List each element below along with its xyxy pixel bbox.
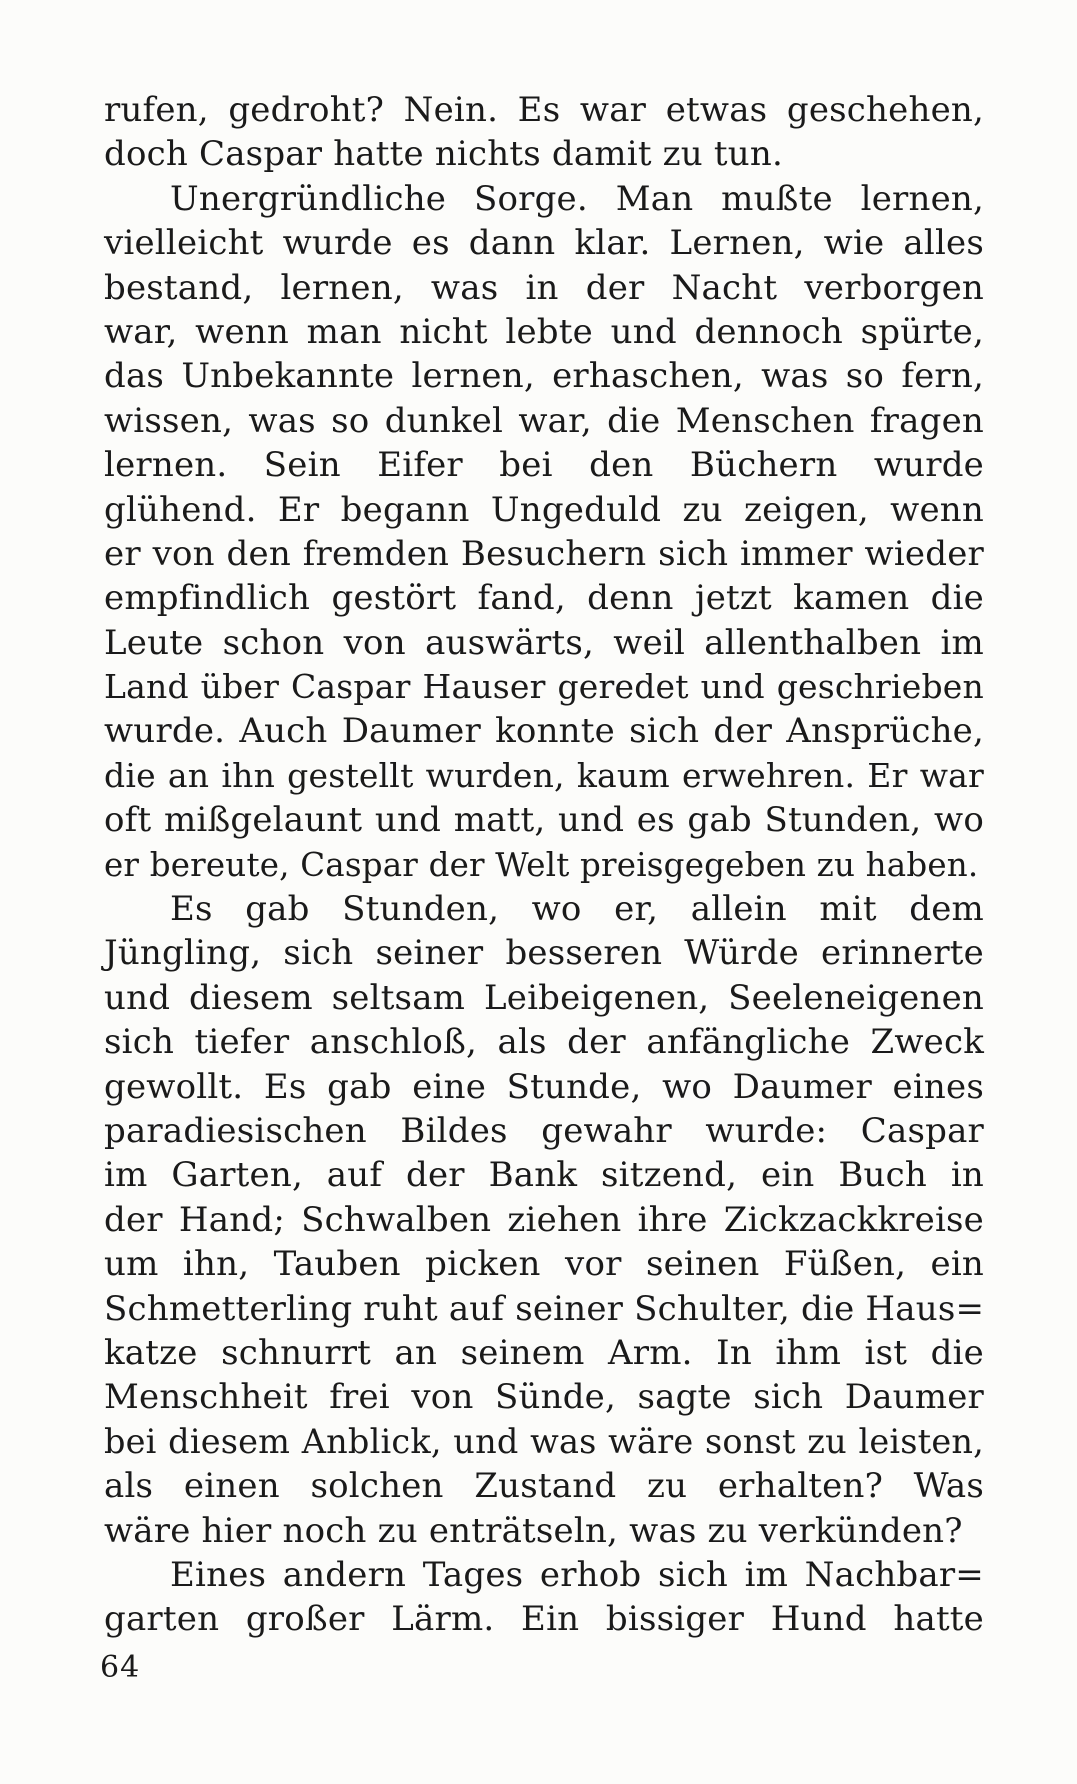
text-line: Eines andern Tages erhob sich im Nachbar=	[170, 1554, 984, 1595]
text-line: bei diesem Anblick, und was wäre sonst zu leisten,	[104, 1421, 984, 1461]
text-line: bestand, lernen, was in der Nacht verborgen	[104, 267, 984, 308]
page-number: 64	[100, 1650, 141, 1685]
text-line: empfindlich gestört fand, denn jetzt kamen die	[104, 578, 984, 619]
text-line: Schmetterling ruht auf seiner Schulter, die Haus=	[104, 1288, 985, 1329]
text-line: paradiesischen Bildes gewahr wurde: Caspar	[104, 1110, 984, 1151]
text-line: gewollt. Es gab eine Stunde, wo Daumer eines	[104, 1066, 984, 1107]
text-line: der Hand; Schwalben ziehen ihre Zickzackkreise	[104, 1199, 984, 1240]
text-line: im Garten, auf der Bank sitzend, ein Buch in	[104, 1155, 984, 1196]
text-line: Jüngling, sich seiner besseren Würde erinnerte	[104, 933, 984, 974]
text-line: sich tiefer anschloß, als der anfängliche Zweck	[104, 1022, 984, 1063]
text-line: er bereute, Caspar der Welt preisgegeben zu haben.	[104, 845, 979, 884]
text-line: vielleicht wurde es dann klar. Lernen, wie alles	[104, 223, 984, 264]
text-line: doch Caspar hatte nichts damit zu tun.	[104, 134, 783, 175]
text-line: die an ihn gestellt wurden, kaum erwehren. Er war	[104, 755, 984, 795]
text-line: als einen solchen Zustand zu erhalten? Was	[104, 1466, 984, 1507]
text-line: Es gab Stunden, wo er, allein mit dem	[170, 889, 984, 930]
text-line: war, wenn man nicht lebte und dennoch spürte,	[104, 311, 984, 352]
body-text	[104, 88, 984, 1642]
text-line: oft mißgelaunt und matt, und es gab Stunden, wo	[104, 800, 984, 841]
text-line: Leute schon von auswärts, weil allenthalben im	[104, 622, 984, 663]
text-line: rufen, gedroht? Nein. Es war etwas geschehen,	[104, 90, 984, 130]
text-line: und diesem seltsam Leibeigenen, Seeleneigenen	[104, 977, 984, 1018]
text-line: wurde. Auch Daumer konnte sich der Ansprüche,	[104, 711, 984, 752]
text-line: Unergründliche Sorge. Man mußte lernen,	[170, 178, 984, 219]
text-line: um ihn, Tauben picken vor seinen Füßen, ein	[104, 1244, 984, 1285]
text-line: lernen. Sein Eifer bei den Büchern wurde	[104, 445, 984, 486]
text-line: Menschheit frei von Sünde, sagte sich Daumer	[104, 1377, 984, 1418]
text-line: er von den fremden Besuchern sich immer wieder	[104, 533, 984, 574]
text-line: Land über Caspar Hauser geredet und geschrieben	[104, 667, 984, 707]
text-line: wäre hier noch zu enträtseln, was zu verkünden?	[104, 1510, 963, 1551]
text-line: garten großer Lärm. Ein bissiger Hund hatte	[104, 1599, 984, 1640]
text-line: das Unbekannte lernen, erhaschen, was so fern,	[104, 356, 984, 397]
text-line: katze schnurrt an seinem Arm. In ihm ist die	[104, 1332, 984, 1373]
text-line: glühend. Er begann Ungeduld zu zeigen, wenn	[104, 489, 984, 530]
text-line: wissen, was so dunkel war, die Menschen fragen	[104, 400, 984, 441]
